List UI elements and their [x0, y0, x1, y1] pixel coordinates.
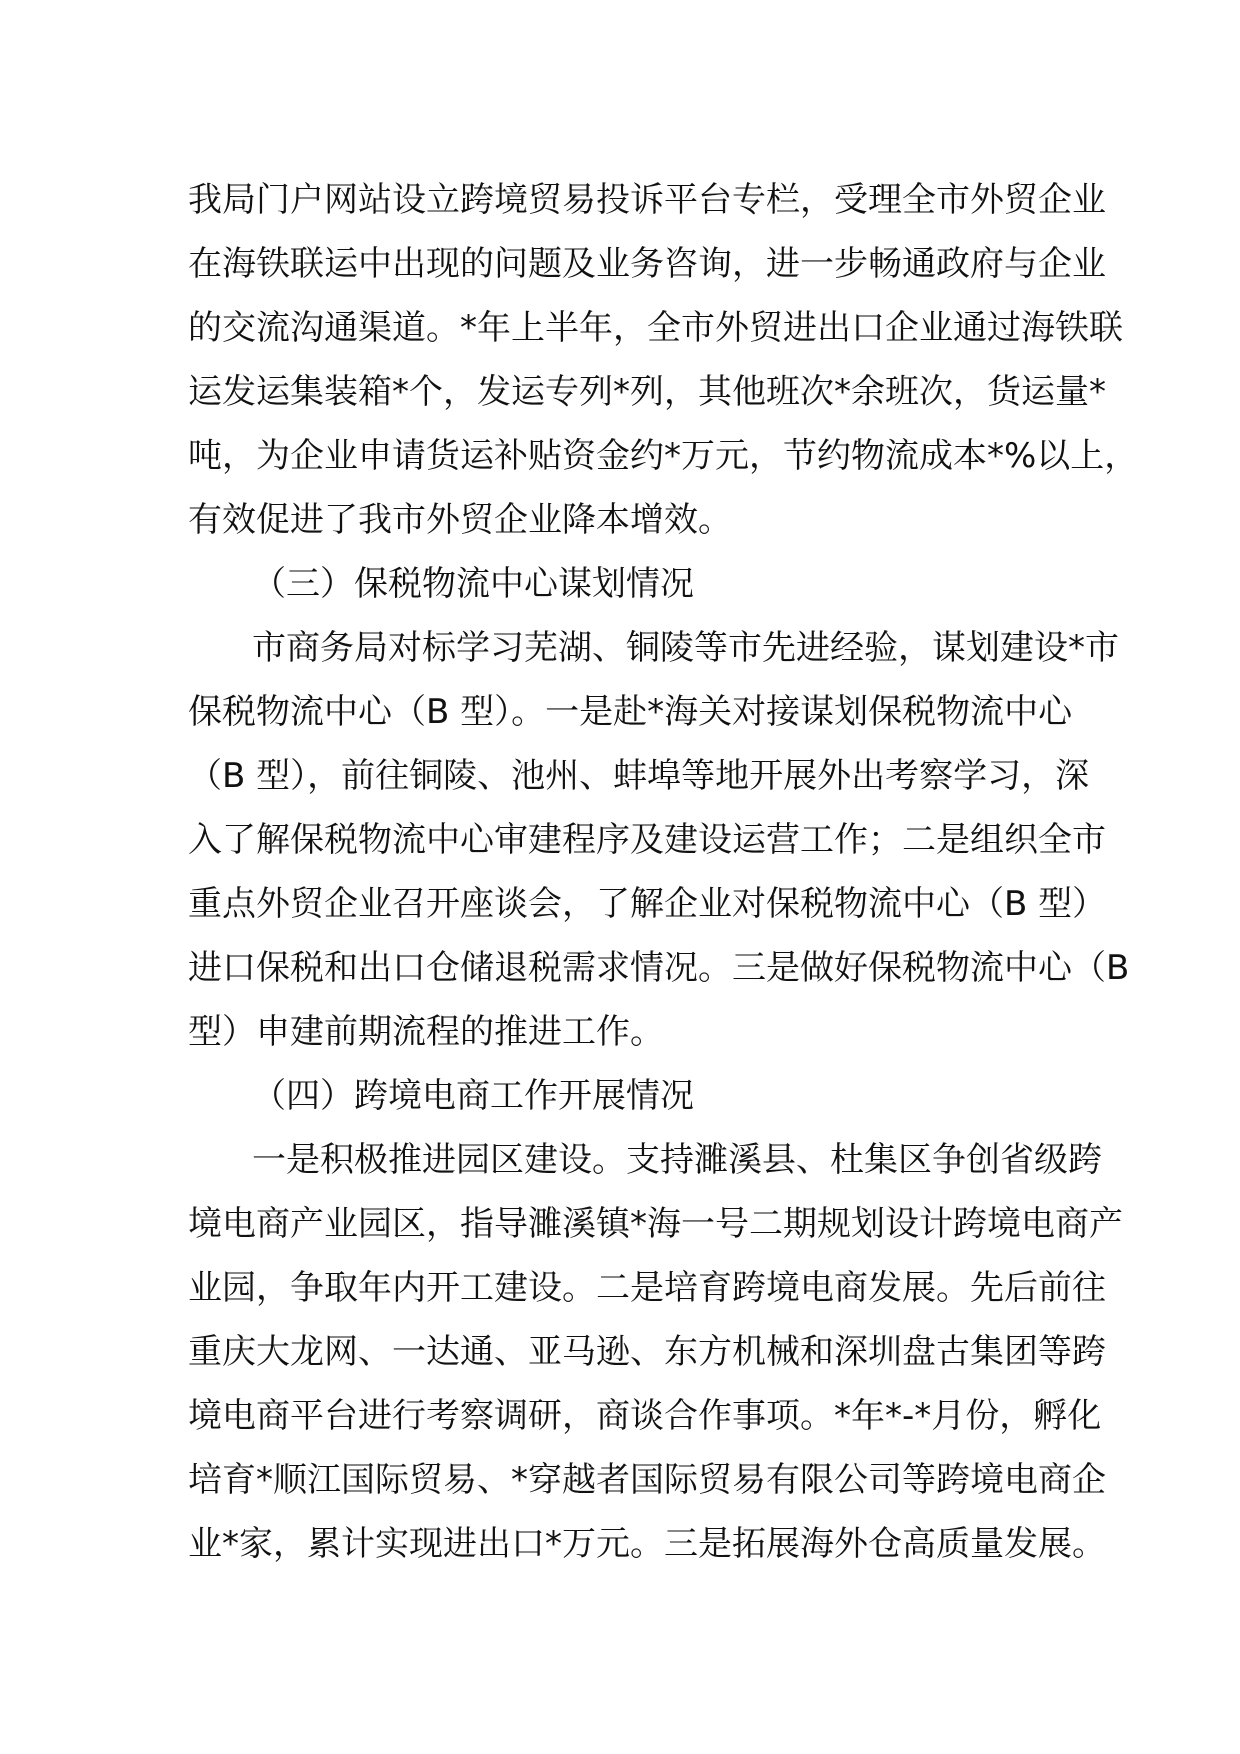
document-body: [188, 168, 1139, 1576]
paragraph-start-line: 一是积极推进园区建设。支持濉溪县、杜集区争创省级跨: [252, 1140, 1102, 1180]
paragraph-start-line: 市商务局对标学习芜湖、铜陵等市先进经验，谋划建设*市: [252, 628, 1119, 668]
text-line: 重点外贸企业召开座谈会，了解企业对保税物流中心（B 型）: [188, 884, 1107, 924]
text-line: 型）申建前期流程的推进工作。: [188, 1012, 664, 1052]
text-line: 我局门户网站设立跨境贸易投诉平台专栏，受理全市外贸企业: [188, 180, 1106, 220]
text-line: 在海铁联运中出现的问题及业务咨询，进一步畅通政府与企业: [188, 244, 1106, 284]
text-line: 进口保税和出口仓储退税需求情况。三是做好保税物流中心（B: [188, 948, 1130, 988]
text-line: 境电商平台进行考察调研，商谈合作事项。*年*-*月份，孵化: [188, 1396, 1102, 1436]
text-line: （B 型），前往铜陵、池州、蚌埠等地开展外出考察学习，深: [188, 756, 1090, 796]
text-line: 境电商产业园区，指导濉溪镇*海一号二期规划设计跨境电商产: [188, 1204, 1123, 1244]
text-line: 重庆大龙网、一达通、亚马逊、东方机械和深圳盘古集团等跨: [188, 1332, 1106, 1372]
text-line: 吨，为企业申请货运补贴资金约*万元，节约物流成本*%以上，: [188, 436, 1139, 476]
text-line: 运发运集装箱*个，发运专列*列，其他班次*余班次，货运量*: [188, 372, 1106, 412]
text-line: 入了解保税物流中心审建程序及建设运营工作；二是组织全市: [188, 820, 1106, 860]
text-line: 的交流沟通渠道。*年上半年，全市外贸进出口企业通过海铁联: [188, 308, 1123, 348]
text-line: 业园，争取年内开工建设。二是培育跨境电商发展。先后前往: [188, 1268, 1106, 1308]
section-heading: （四）跨境电商工作开展情况: [252, 1076, 694, 1116]
text-line: 培育*顺江国际贸易、*穿越者国际贸易有限公司等跨境电商企: [188, 1460, 1106, 1500]
text-line: 保税物流中心（B 型）。一是赴*海关对接谋划保税物流中心: [188, 692, 1073, 732]
text-line: 有效促进了我市外贸企业降本增效。: [188, 500, 732, 540]
section-heading: （三）保税物流中心谋划情况: [252, 564, 694, 604]
text-line: 业*家，累计实现进出口*万元。三是拓展海外仓高质量发展。: [188, 1524, 1106, 1564]
